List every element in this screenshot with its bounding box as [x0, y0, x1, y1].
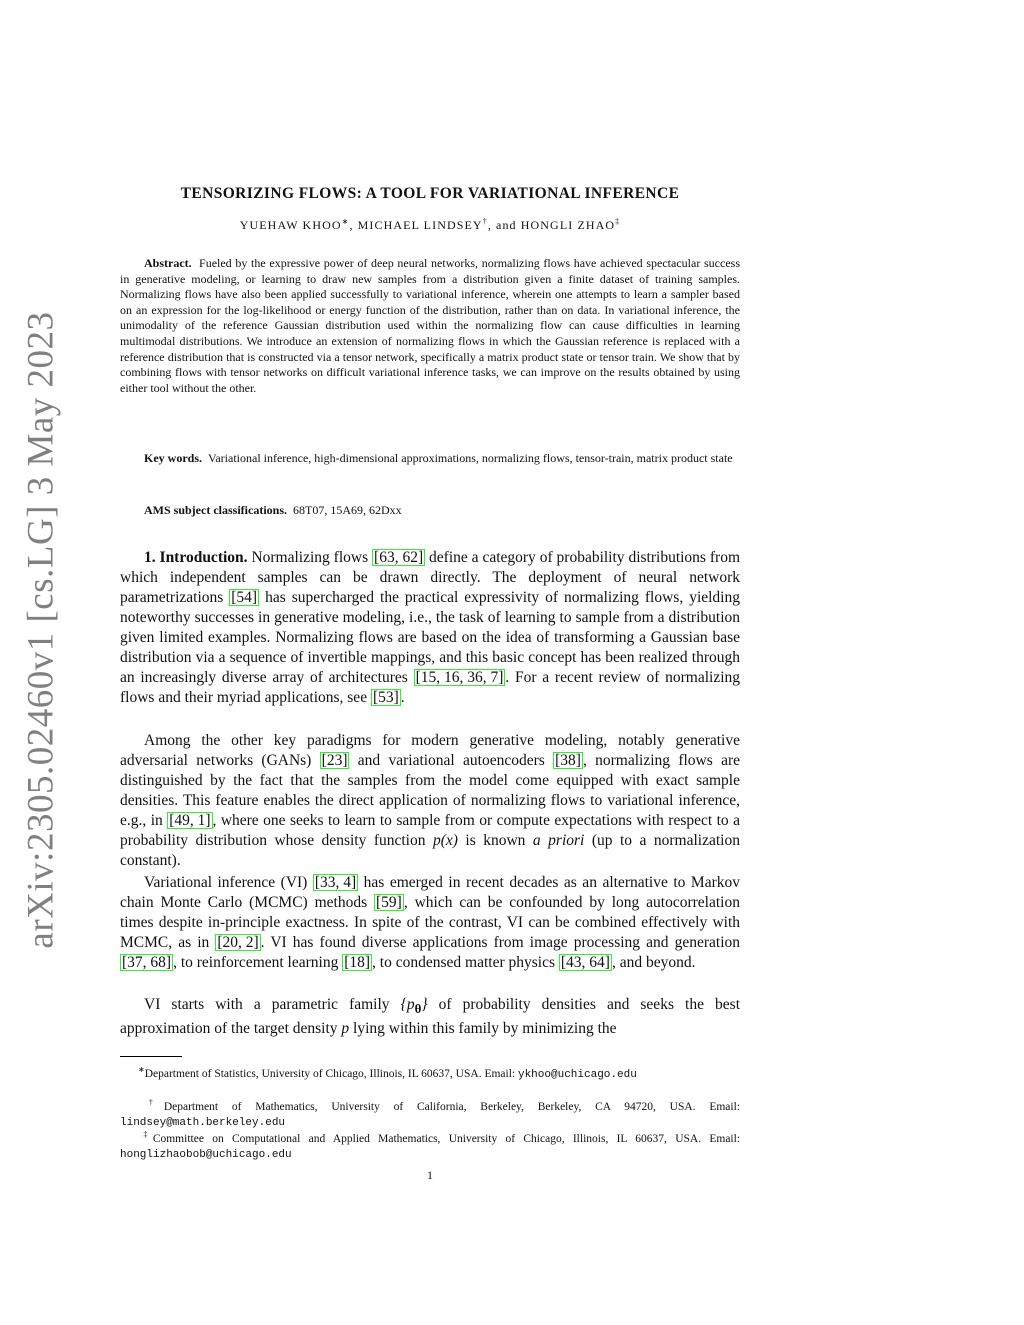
footnote-3: [120, 1127, 740, 1163]
citation-link[interactable]: [15, 16, 36, 7]: [415, 669, 504, 686]
arxiv-identifier: arXiv:2305.02460v1 [cs.LG] 3 May 2023: [20, 311, 62, 949]
math-expression: p: [341, 1020, 350, 1038]
paragraph-text: , to condensed matter physics: [372, 954, 559, 971]
paragraph-text: , and beyond.: [611, 954, 696, 971]
footnote-1: [120, 1062, 740, 1083]
paragraph-text: Normalizing flows: [247, 549, 373, 566]
citation-link[interactable]: [18]: [344, 954, 371, 971]
math-expression: {p: [400, 996, 415, 1013]
citation-link[interactable]: [37, 68]: [122, 954, 172, 971]
citation-link[interactable]: [53]: [372, 689, 399, 706]
intro-paragraph-2: [120, 731, 740, 871]
paragraph-text: Variational inference (VI): [144, 874, 313, 891]
author-3-mark: ‡: [615, 217, 621, 226]
keywords-label: Key words.: [144, 451, 202, 465]
paragraph-text: . VI has found diverse applications from image processing and generation: [260, 934, 741, 951]
paragraph-text: , normalizing flows are distinguished by the fact that the samples from the model come equipped with exact sample densities. This feature enables the direct application of normalizing flows to variational inference, e.g., in: [120, 752, 740, 829]
math-subscript: θ: [414, 1001, 422, 1017]
page-number: 1: [427, 1168, 433, 1182]
paragraph-text: (up to a normalization constant).: [120, 832, 740, 869]
intro-paragraph-3: [120, 873, 740, 973]
email-address[interactable]: ykhoo@uchicago.edu: [517, 1068, 637, 1081]
email-address[interactable]: lindsey@math.berkeley.edu: [120, 1116, 286, 1129]
abstract: [120, 256, 740, 396]
citation-link[interactable]: [38]: [555, 752, 581, 769]
paragraph-text: has emerged in recent decades as an alternative to Markov chain Monte Carlo (MCMC) methods: [120, 874, 740, 911]
paragraph-text: and variational autoencoders: [349, 752, 554, 769]
author-1: YUEHAW KHOO: [239, 218, 342, 232]
emphasis-text: a priori: [532, 832, 585, 849]
footnote-mark: ∗: [138, 1065, 145, 1074]
paragraph-text: Among the other key paradigms for modern generative modeling, notably generative adversarial networks (GANs): [120, 732, 740, 769]
paragraph-text: is known: [457, 832, 533, 849]
paper-page: [120, 0, 740, 1325]
footnote-text: Department of Mathematics, University of California, Berkeley, Berkeley, CA 94720, USA. Email:: [163, 1100, 741, 1113]
citation-link[interactable]: [49, 1]: [169, 812, 211, 829]
author-separator: , and: [487, 218, 521, 232]
citation-link[interactable]: [54]: [231, 589, 258, 606]
citation-link[interactable]: [23]: [321, 752, 348, 769]
footnote-mark: †: [138, 1098, 164, 1107]
footnote-divider: [120, 1056, 182, 1057]
author-1-mark: ∗: [341, 217, 350, 226]
keywords: [120, 451, 740, 467]
citation-link[interactable]: [59]: [376, 894, 402, 911]
keywords-text: Variational inference, high-dimensional approximations, normalizing flows, tensor-train, matrix product state: [208, 451, 733, 465]
section-heading: 1. Introduction.: [144, 549, 248, 566]
intro-paragraph-1: [120, 548, 740, 708]
math-expression: p(x): [432, 832, 458, 849]
citation-link[interactable]: [33, 4]: [314, 874, 357, 891]
citation-link[interactable]: [43, 64]: [560, 954, 610, 971]
abstract-text: Fueled by the expressive power of deep neural networks, normalizing flows have achieved spectacular success in generative modeling, or learning to draw new samples from a distribution given a finite dataset of training samples. Normalizing flows have also been applied successfully to variational inference, wherein one attempts to learn a sampler based on an expression for the log-likelihood or energy function of the distribution, rather than on data. In variational inference, the unimodality of the reference Gaussian distribution used within the normalizing flow can cause difficulties in learning multimodal distributions. We introduce an extension of normalizing flows in which the Gaussian reference is replaced with a reference distribution that is constructed via a tensor network, specifically a matrix product state or tensor train. We show that by combining flows with tensor networks on difficult variational inference tasks, we can improve on the results obtained by using either tool without the other.: [120, 256, 740, 395]
author-2: MICHAEL LINDSEY: [357, 218, 483, 232]
ams-label: AMS subject classifications.: [144, 503, 287, 517]
paragraph-text: define a category of probability distributions from which independent samples can be drawn directly. The deployment of neural network parametrizations: [120, 549, 740, 606]
ams-codes: 68T07, 15A69, 62Dxx: [293, 503, 402, 517]
paragraph-text: has supercharged the practical expressivity of normalizing flows, yielding noteworthy successes in generative modeling, i.e., the task of learning to sample from a distribution given limited examples. Normalizing flows are based on the idea of transforming a Gaussian base distribution via a sequence of invertible mappings, and this basic concept has been realized through an increasingly diverse array of architectures: [120, 589, 740, 686]
author-3: HONGLI ZHAO: [520, 218, 616, 232]
author-separator: ,: [349, 218, 358, 232]
paragraph-text: VI starts with a parametric family: [144, 996, 401, 1013]
citation-link[interactable]: [63, 62]: [374, 549, 424, 566]
footnote-text: Department of Statistics, University of Chicago, Illinois, IL 60637, USA. Email:: [144, 1067, 518, 1080]
paper-title: TENSORIZING FLOWS: A TOOL FOR VARIATIONAL INFERENCE: [180, 185, 680, 202]
email-address[interactable]: honglizhaobob@uchicago.edu: [120, 1148, 292, 1161]
paragraph-text: lying within this family by minimizing the: [349, 1020, 617, 1038]
citation-link[interactable]: [20, 2]: [217, 934, 259, 951]
math-expression: }: [421, 996, 428, 1013]
author-list: [120, 217, 740, 233]
ams-classification: [120, 503, 740, 519]
paragraph-text: , to reinforcement learning: [173, 954, 343, 971]
paragraph-text: , where one seeks to learn to sample from or compute expectations with respect to a probability distribution whose density function: [120, 812, 741, 849]
footnote-2: [120, 1095, 740, 1131]
author-2-mark: †: [482, 217, 488, 226]
footnote-mark: ‡: [138, 1130, 153, 1139]
paragraph-text: of probability densities and seeks the best approximation of the target density: [120, 996, 741, 1038]
paragraph-text: . For a recent review of normalizing flows and their myriad applications, see: [120, 669, 741, 706]
footnote-text: Committee on Computational and Applied Mathematics, University of Chicago, Illinois, IL 60637, USA. Email:: [152, 1132, 741, 1145]
paragraph-text: .: [400, 689, 405, 706]
abstract-label: Abstract.: [144, 256, 192, 270]
intro-paragraph-4: [120, 995, 740, 1039]
paragraph-text: , which can be confounded by long autocorrelation times despite in-principle exactness. In spite of the contrast, VI can be combined effectively with MCMC, as in: [120, 894, 740, 951]
